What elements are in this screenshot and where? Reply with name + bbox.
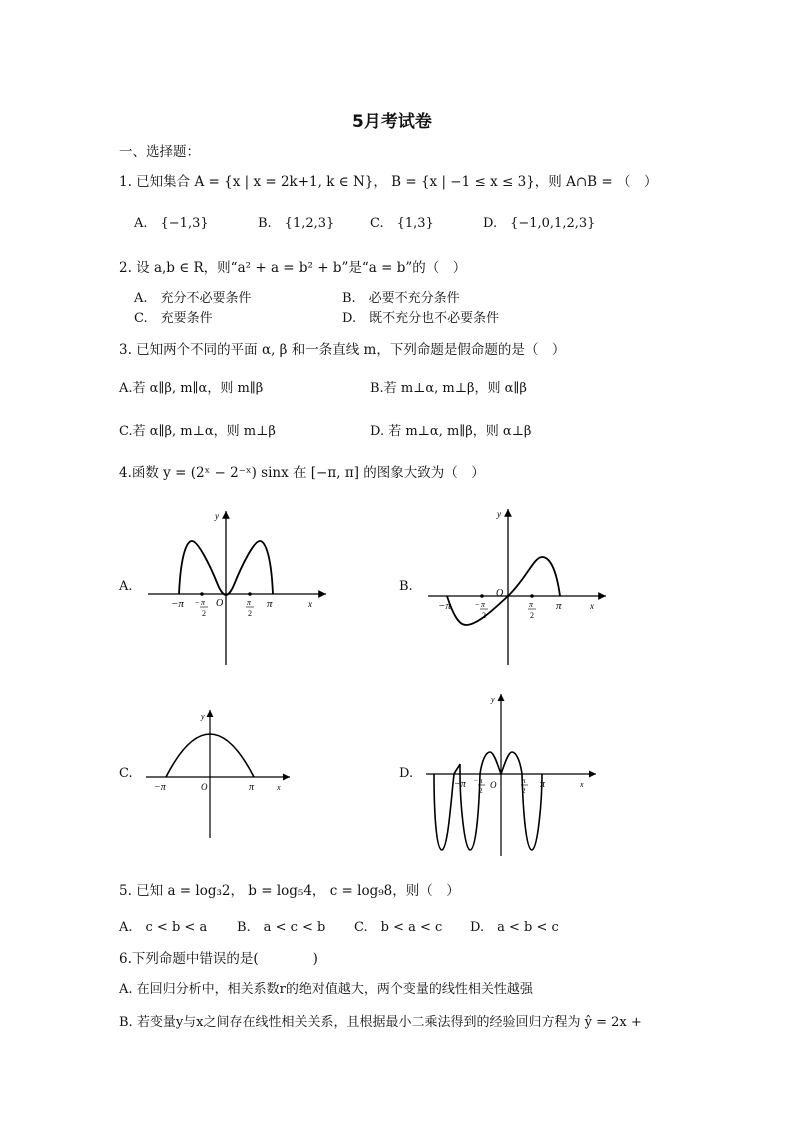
q2-option-c: C. 充要条件 [134, 311, 213, 326]
q3-option-b: B.若 m⊥α, m⊥β，则 α∥β [370, 381, 527, 396]
graph-c-label: C. [119, 766, 133, 781]
q5-option-a: A. c < b < a [119, 920, 208, 935]
svg-text:−: − [475, 600, 480, 609]
q5-option-c: C. b < a < c [354, 920, 443, 935]
q6-stem: 6.下列命题中错误的是( ) [119, 951, 318, 967]
svg-text:2: 2 [479, 787, 483, 795]
graph-d-neg-pi: −π [454, 779, 466, 790]
graph-d-pi: π [540, 779, 546, 790]
graph-a-origin: O [216, 598, 224, 609]
q6-option-a: A. 在回归分析中，相关系数r的绝对值越大，两个变量的线性相关性越强 [119, 982, 533, 997]
svg-text:π: π [479, 777, 483, 785]
q1-option-d: D. {−1,0,1,2,3} [483, 216, 596, 231]
graph-a-pi: π [267, 598, 273, 610]
svg-text:π: π [529, 600, 534, 609]
graph-a [140, 505, 340, 667]
graph-b-curve [447, 557, 560, 625]
q1-option-c: C. {1,3} [370, 216, 434, 231]
svg-text:y: y [215, 511, 219, 521]
svg-text:2: 2 [482, 611, 486, 620]
q1-stem: 1. 已知集合 A = {x | x = 2k+1, k ∈ N}， B = {x | −1 ≤ x ≤ 3}，则 A∩B = （ ） [119, 174, 658, 190]
svg-text:y: y [497, 509, 501, 519]
q4-stem: 4.函数 y = (2ˣ − 2⁻ˣ) sinx 在 [−π, π] 的图象大致为（ ） [119, 465, 485, 481]
graph-c [140, 700, 300, 842]
svg-text:−: − [474, 777, 478, 785]
svg-text:π: π [522, 777, 526, 785]
graph-b [420, 505, 620, 667]
q6-option-b: B. 若变量y与x之间存在线性相关关系，且根据最小二乘法得到的经验回归方程为 ŷ = 2x + [119, 1015, 642, 1030]
graph-b-neg-pi: −π [438, 600, 451, 612]
svg-text:y: y [491, 695, 495, 704]
q3-option-d: D. 若 m⊥α, m∥β，则 α⊥β [370, 424, 532, 439]
q2-option-d: D. 既不充分也不必要条件 [342, 311, 500, 326]
q5-option-d: D. a < b < c [470, 920, 559, 935]
page-title: 5月考试卷 [352, 112, 432, 132]
svg-text:x: x [590, 601, 594, 611]
svg-text:x: x [277, 783, 281, 792]
section-heading: 一、选择题： [119, 144, 200, 160]
q1-option-a: A. {−1,3} [134, 216, 209, 231]
graph-b-label: B. [399, 579, 413, 594]
graph-d [420, 690, 610, 860]
q3-stem: 3. 已知两个不同的平面 α, β 和一条直线 m，下列命题是假命题的是（ ） [119, 342, 566, 358]
q5-option-b: B. a < c < b [237, 920, 326, 935]
svg-text:2: 2 [530, 611, 534, 620]
q2-option-a: A. 充分不必要条件 [134, 291, 252, 306]
graph-c-pi: π [249, 782, 255, 793]
svg-text:−: − [195, 598, 200, 607]
svg-text:π: π [247, 598, 252, 607]
q3-option-c: C.若 α∥β, m⊥α，则 m⊥β [119, 424, 276, 439]
graph-d-curve [454, 752, 542, 850]
graph-b-origin: O [496, 588, 504, 599]
svg-text:2: 2 [522, 787, 526, 795]
graph-a-label: A. [119, 579, 133, 594]
graph-a-neg-pi: −π [171, 598, 184, 610]
svg-text:π: π [481, 600, 486, 609]
graph-d-origin: O [490, 780, 497, 790]
graph-c-neg-pi: −π [154, 782, 166, 793]
q3-option-a: A.若 α∥β, m∥α，则 m∥β [119, 381, 264, 396]
svg-text:x: x [580, 780, 584, 789]
svg-text:2: 2 [248, 609, 252, 618]
graph-c-origin: O [201, 782, 208, 792]
q1-option-b: B. {1,2,3} [258, 216, 335, 231]
graph-d-label: D. [399, 766, 414, 781]
svg-text:x: x [308, 599, 312, 609]
q5-stem: 5. 已知 a = log₃2， b = log₅4， c = log₉8，则（ ） [119, 883, 460, 899]
svg-text:y: y [201, 712, 205, 721]
svg-text:2: 2 [202, 609, 206, 618]
graph-b-pi: π [556, 600, 562, 612]
q2-option-b: B. 必要不充分条件 [342, 291, 460, 306]
q2-stem: 2. 设 a,b ∈ R，则“a² + a = b² + b”是“a = b”的（ ） [119, 260, 467, 276]
svg-text:π: π [201, 598, 206, 607]
